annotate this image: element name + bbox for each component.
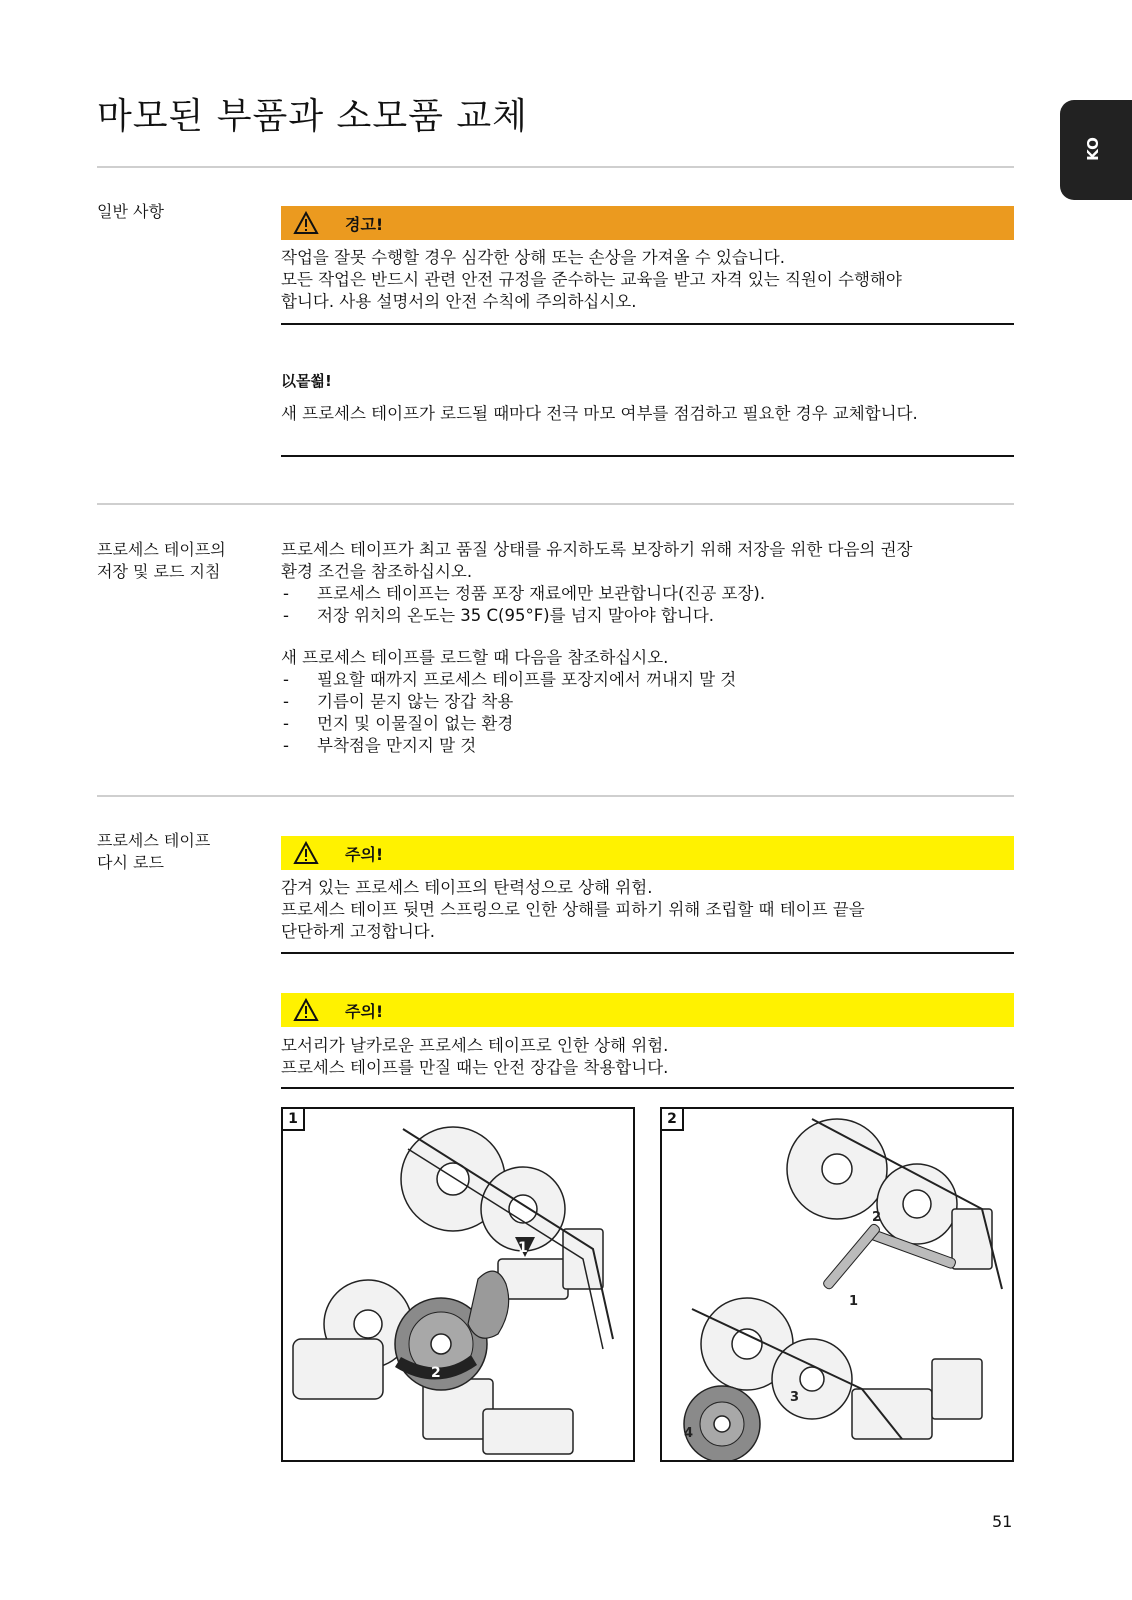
language-tab	[1060, 100, 1132, 200]
section-label-line: 프로세스 테이프의	[97, 540, 226, 559]
svg-text:1: 1	[518, 1240, 528, 1256]
warning-text	[281, 247, 1021, 313]
warning-line: 합니다. 사용 설명서의 안전 수칙에 주의하십시오.	[281, 292, 637, 311]
warning-icon	[293, 998, 319, 1022]
warning-icon	[293, 211, 319, 235]
warning-label: 경고!	[345, 214, 384, 234]
svg-text:3: 3	[790, 1390, 800, 1405]
list-item: - 프로세스 테이프는 정품 포장 재료에만 보관합니다(진공 포장).	[283, 584, 766, 603]
caution-line: 프로세스 테이프 뒷면 스프링으로 인한 상해를 피하기 위해 조립할 때 테이프 끝을	[281, 900, 865, 919]
divider	[97, 503, 1014, 505]
section-label-reload	[97, 830, 210, 874]
caution-box	[281, 836, 1014, 870]
section-label-storage	[97, 539, 226, 583]
caution-label: 주의!	[345, 844, 384, 864]
divider	[281, 1087, 1014, 1089]
section-label-line: 프로세스 테이프	[97, 831, 211, 850]
divider	[281, 455, 1014, 457]
figure-1	[281, 1107, 635, 1462]
load-intro: 새 프로세스 테이프를 로드할 때 다음을 참조하십시오.	[281, 648, 669, 667]
caution-label: 주의!	[345, 1001, 384, 1021]
divider	[97, 795, 1014, 797]
figure-number: 1	[283, 1109, 305, 1131]
list-item: - 저장 위치의 온도는 35 C(95°F)를 넘지 말아야 합니다.	[283, 606, 715, 625]
caution-text	[281, 877, 1021, 943]
svg-text:2: 2	[872, 1210, 882, 1225]
warning-line: 작업을 잘못 수행할 경우 심각한 상해 또는 손상을 가져올 수 있습니다.	[281, 248, 785, 267]
caution-text	[281, 1035, 1021, 1079]
storage-text	[281, 539, 1021, 757]
section-label-line: 저장 및 로드 지침	[97, 562, 221, 581]
caution-box	[281, 993, 1014, 1027]
list-item: - 필요할 때까지 프로세스 테이프를 포장지에서 꺼내지 말 것	[283, 670, 737, 689]
note-text: 새 프로세스 테이프가 로드될 때마다 전극 마모 여부를 점검하고 필요한 경우 교체합니다.	[281, 404, 918, 423]
page-number: 51	[992, 1512, 1013, 1531]
section-label-general: 일반 사항	[97, 202, 164, 221]
divider	[281, 952, 1014, 954]
caution-line: 프로세스 테이프를 만질 때는 안전 장갑을 착용합니다.	[281, 1058, 669, 1077]
svg-text:1: 1	[849, 1294, 859, 1309]
machine-illustration-2	[662, 1109, 1012, 1460]
list-item: - 먼지 및 이물질이 없는 환경	[283, 714, 514, 733]
callout-badge	[872, 1210, 881, 1225]
warning-line: 모든 작업은 반드시 관련 안전 규정을 준수하는 교육을 받고 자격 있는 직원이 수행해야	[281, 270, 902, 289]
callout-badge	[684, 1426, 693, 1441]
callout-badge	[790, 1390, 799, 1405]
note-label: 以뫁쐶!	[281, 372, 332, 390]
figure-2	[660, 1107, 1014, 1462]
page-title: 마모된 부품과 소모품 교체	[97, 96, 528, 137]
svg-text:2: 2	[431, 1365, 441, 1381]
callout-badge	[431, 1365, 441, 1381]
section-label-line: 다시 로드	[97, 853, 164, 872]
caution-line: 감겨 있는 프로세스 테이프의 탄력성으로 상해 위험.	[281, 878, 653, 897]
machine-illustration-1	[283, 1109, 633, 1460]
warning-icon	[293, 841, 319, 865]
storage-intro-line: 프로세스 테이프가 최고 품질 상태를 유지하도록 보장하기 위해 저장을 위한 다음의 권장	[281, 540, 913, 559]
warning-box	[281, 206, 1014, 240]
list-item: - 부착점을 만지지 말 것	[283, 736, 477, 755]
divider	[281, 323, 1014, 325]
figure-number: 2	[662, 1109, 684, 1131]
list-item: - 기름이 묻지 않는 장갑 착용	[283, 692, 514, 711]
storage-intro-line: 환경 조건을 참조하십시오.	[281, 562, 473, 581]
callout-badge	[849, 1294, 858, 1309]
caution-line: 모서리가 날카로운 프로세스 테이프로 인한 상해 위험.	[281, 1036, 669, 1055]
svg-text:4: 4	[684, 1426, 694, 1441]
caution-line: 단단하게 고정합니다.	[281, 922, 435, 941]
divider	[97, 166, 1014, 168]
language-code: KO	[1084, 137, 1102, 161]
